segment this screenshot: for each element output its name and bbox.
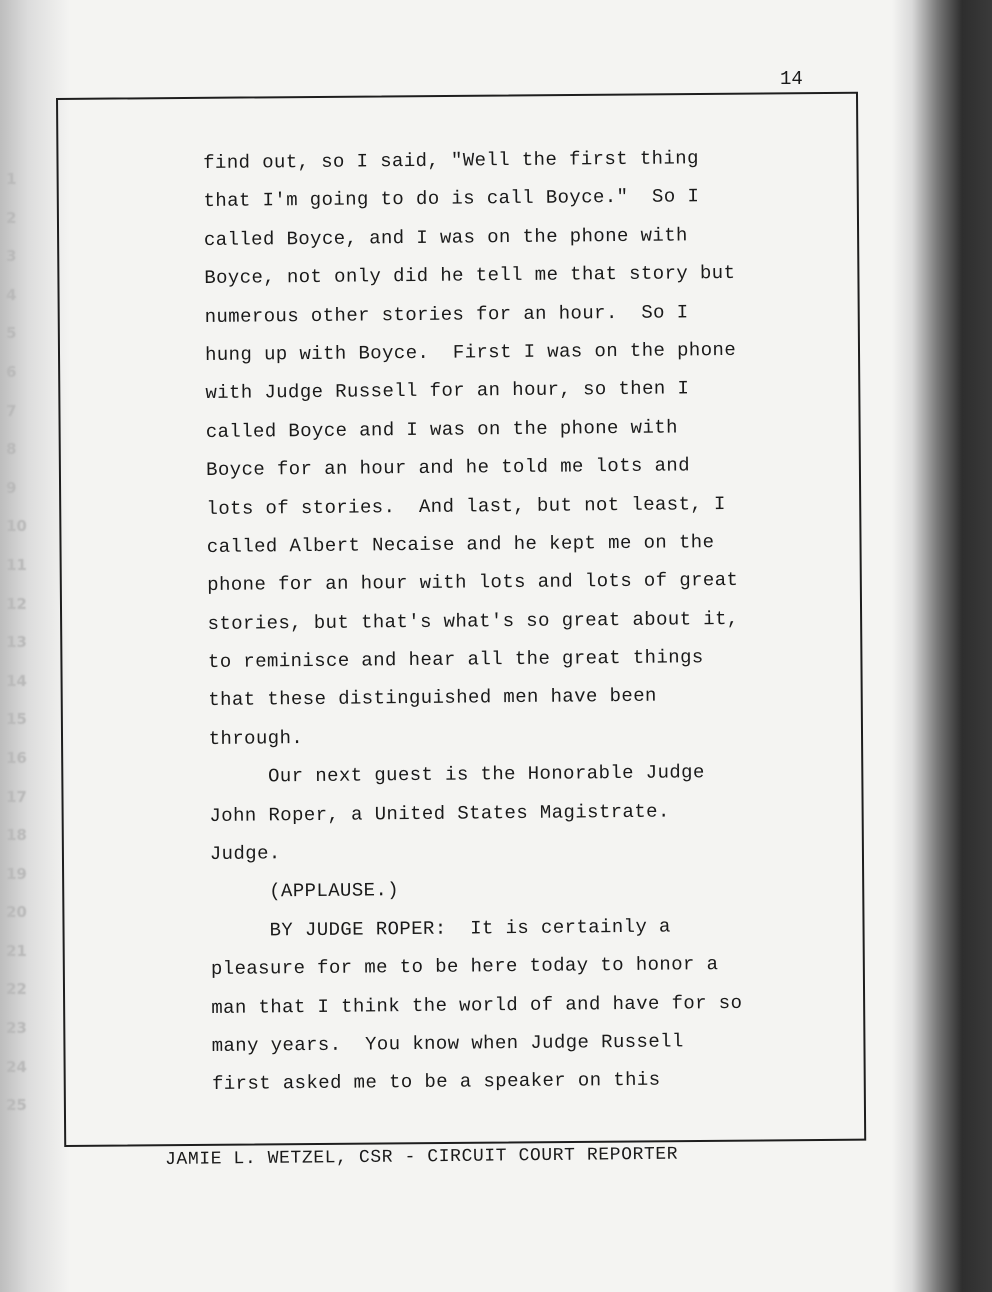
line-number: 22 xyxy=(6,980,27,999)
transcript-line: hung up with Boyce. First I was on the phone xyxy=(204,338,737,366)
line-number: 3 xyxy=(6,247,17,266)
line-number: 15 xyxy=(6,710,27,729)
line-number: 19 xyxy=(6,864,27,883)
line-number: 21 xyxy=(6,941,27,960)
transcript-line: Boyce, not only did he tell me that story but xyxy=(204,262,736,290)
line-number: 12 xyxy=(6,594,27,613)
line-number: 16 xyxy=(6,748,27,767)
line-number: 7 xyxy=(6,401,17,420)
transcript-line: lots of stories. And last, but not least, I xyxy=(206,492,726,520)
transcript-line: (APPLAUSE.) xyxy=(210,879,400,904)
line-number: 17 xyxy=(6,787,27,806)
line-number: 14 xyxy=(6,671,27,690)
transcript-line: that I'm going to do is call Boyce." So I xyxy=(203,185,700,213)
line-number-column xyxy=(6,160,42,1125)
transcript-line: phone for an hour with lots and lots of great xyxy=(207,569,739,597)
transcript-line: John Roper, a United States Magistrate. xyxy=(209,800,670,827)
transcript-line: through. xyxy=(208,726,304,750)
transcript-line: that these distinguished men have been xyxy=(208,685,657,712)
reporter-footer: JAMIE L. WETZEL, CSR - CIRCUIT COURT REPORTER xyxy=(165,1144,679,1170)
line-number: 5 xyxy=(6,324,17,343)
transcript-line: Our next guest is the Honorable Judge xyxy=(208,761,705,789)
line-number: 6 xyxy=(6,362,17,381)
line-number: 24 xyxy=(6,1057,27,1076)
transcript-line: pleasure for me to be here today to honor a xyxy=(210,953,719,981)
line-number: 20 xyxy=(6,903,27,922)
book-binding-edge xyxy=(892,0,992,1292)
transcript-line: BY JUDGE ROPER: It is certainly a xyxy=(210,915,671,942)
line-number: 11 xyxy=(6,555,27,574)
transcript-line: to reminisce and hear all the great things xyxy=(207,646,704,674)
transcript-line: numerous other stories for an hour. So I xyxy=(204,300,689,328)
transcript-line: man that I think the world of and have for so xyxy=(211,991,743,1019)
transcript-line: with Judge Russell for an hour, so then I xyxy=(205,377,690,405)
line-number: 13 xyxy=(6,633,27,652)
transcript-line: Boyce for an hour and he told me lots and xyxy=(206,454,691,482)
line-number: 25 xyxy=(6,1096,27,1115)
line-number: 1 xyxy=(6,170,17,188)
line-number: 4 xyxy=(6,285,17,304)
transcript-line: Judge. xyxy=(209,842,281,865)
page-number: 14 xyxy=(780,68,803,90)
transcript-line: first asked me to be a speaker on this xyxy=(211,1069,661,1096)
line-number: 18 xyxy=(6,826,27,845)
transcript-line: stories, but that's what's so great about it, xyxy=(207,607,739,635)
transcript-line: called Albert Necaise and he kept me on the xyxy=(206,531,715,558)
transcript-line: called Boyce and I was on the phone with xyxy=(205,416,678,443)
line-number: 9 xyxy=(6,478,17,497)
line-number: 2 xyxy=(6,208,17,227)
line-number: 8 xyxy=(6,440,17,459)
transcript-line: find out, so I said, "Well the first thing xyxy=(203,147,699,174)
line-number: 10 xyxy=(6,517,27,536)
line-number: 23 xyxy=(6,1019,27,1038)
transcript-body xyxy=(203,138,832,1104)
transcript-line: many years. You know when Judge Russell xyxy=(211,1030,684,1057)
transcript-line: called Boyce, and I was on the phone with xyxy=(203,224,688,251)
